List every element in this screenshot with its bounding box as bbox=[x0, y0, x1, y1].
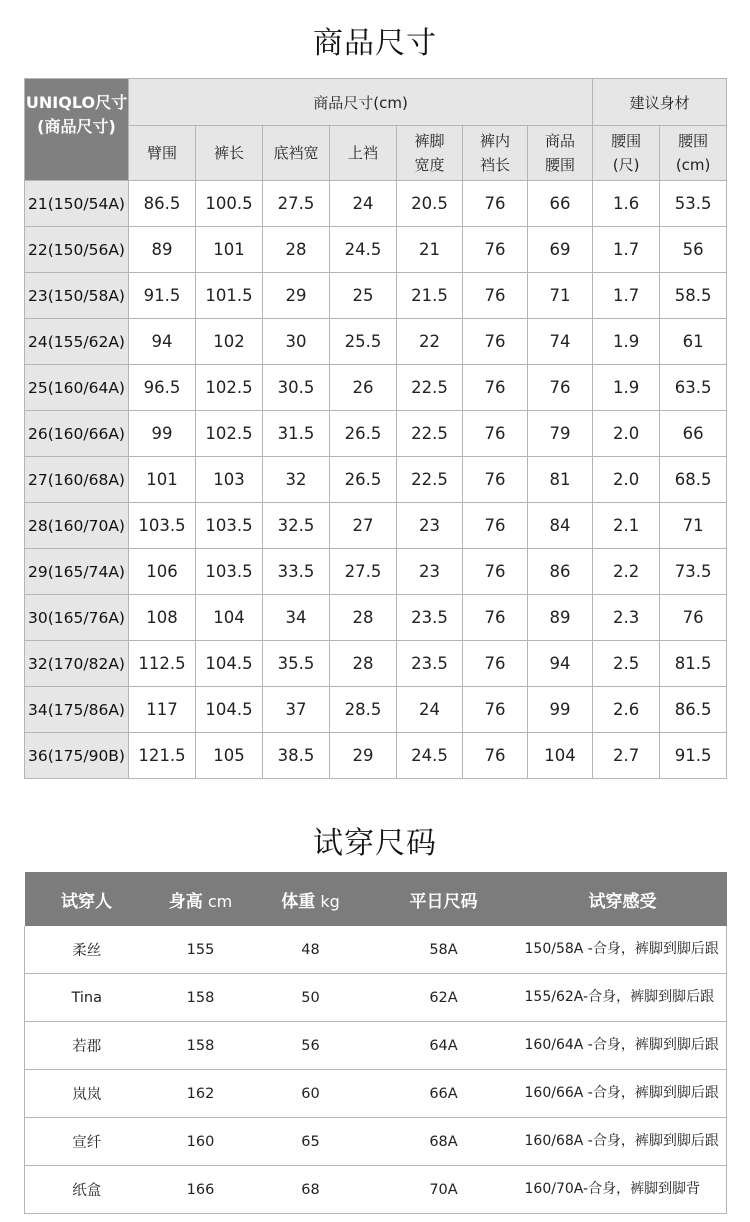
trial-column-header bbox=[519, 872, 727, 926]
size-value-cell: 76 bbox=[463, 181, 528, 227]
size-value-cell: 89 bbox=[129, 227, 196, 273]
size-label-cell: 24(155/62A) bbox=[25, 319, 129, 365]
trial-header-label: 试穿人 bbox=[61, 891, 112, 912]
trial-header-unit: cm bbox=[202, 891, 233, 911]
size-value-cell: 29 bbox=[263, 273, 330, 319]
size-value-cell: 26.5 bbox=[330, 411, 397, 457]
size-value-cell: 23.5 bbox=[397, 595, 463, 641]
size-value-cell: 102.5 bbox=[196, 365, 263, 411]
trial-header-label: 平日尺码 bbox=[409, 891, 478, 912]
trial-table-row bbox=[25, 926, 727, 974]
size-value-cell: 22.5 bbox=[397, 457, 463, 503]
trial-header-unit: kg bbox=[315, 891, 340, 911]
size-value-cell: 21.5 bbox=[397, 273, 463, 319]
size-value-cell: 112.5 bbox=[129, 641, 196, 687]
size-value-cell: 99 bbox=[528, 687, 593, 733]
size-value-cell: 76 bbox=[463, 227, 528, 273]
size-value-cell: 2.7 bbox=[593, 733, 660, 779]
column-header-line1: 裤脚 bbox=[414, 132, 445, 150]
trial-cell: 68A bbox=[369, 1118, 519, 1166]
trial-cell: 158 bbox=[149, 1022, 253, 1070]
size-value-cell: 81.5 bbox=[660, 641, 727, 687]
size-value-cell: 79 bbox=[528, 411, 593, 457]
size-value-cell: 81 bbox=[528, 457, 593, 503]
size-value-cell: 21 bbox=[397, 227, 463, 273]
trial-feeling-cell: 160/64A -合身，裤脚到脚后跟 bbox=[519, 1022, 727, 1070]
trial-cell: 纸盒 bbox=[25, 1166, 149, 1214]
size-value-cell: 23.5 bbox=[397, 641, 463, 687]
size-value-cell: 25 bbox=[330, 273, 397, 319]
size-value-cell: 32 bbox=[263, 457, 330, 503]
size-value-cell: 33.5 bbox=[263, 549, 330, 595]
size-value-cell: 32.5 bbox=[263, 503, 330, 549]
size-value-cell: 71 bbox=[528, 273, 593, 319]
size-value-cell: 24 bbox=[397, 687, 463, 733]
size-value-cell: 76 bbox=[463, 687, 528, 733]
size-value-cell: 76 bbox=[463, 641, 528, 687]
trial-feeling-cell: 150/58A -合身，裤脚到脚后跟 bbox=[519, 926, 727, 974]
trial-table-row bbox=[25, 1022, 727, 1070]
trial-table-title: 试穿尺码 bbox=[313, 826, 437, 861]
trial-table-row bbox=[25, 1070, 727, 1118]
size-value-cell: 94 bbox=[528, 641, 593, 687]
size-value-cell: 22 bbox=[397, 319, 463, 365]
trial-cell: 160 bbox=[149, 1118, 253, 1166]
size-value-cell: 38.5 bbox=[263, 733, 330, 779]
size-value-cell: 24.5 bbox=[397, 733, 463, 779]
size-value-cell: 76 bbox=[463, 595, 528, 641]
suggested-body-group-header: 建议身材 bbox=[593, 79, 727, 126]
trial-table bbox=[24, 872, 727, 1214]
size-value-cell: 68.5 bbox=[660, 457, 727, 503]
size-value-cell: 103.5 bbox=[196, 549, 263, 595]
size-value-cell: 94 bbox=[129, 319, 196, 365]
trial-column-header bbox=[369, 872, 519, 926]
trial-cell: 若郡 bbox=[25, 1022, 149, 1070]
trial-column-header bbox=[149, 872, 253, 926]
size-value-cell: 1.7 bbox=[593, 273, 660, 319]
size-value-cell: 101 bbox=[196, 227, 263, 273]
size-value-cell: 2.5 bbox=[593, 641, 660, 687]
column-header-line2: 裆长 bbox=[479, 156, 510, 174]
size-table-row bbox=[25, 319, 727, 365]
size-table-row bbox=[25, 549, 727, 595]
size-value-cell: 76 bbox=[463, 549, 528, 595]
size-label-cell: 30(165/76A) bbox=[25, 595, 129, 641]
size-value-cell: 31.5 bbox=[263, 411, 330, 457]
trial-column-header bbox=[253, 872, 369, 926]
size-value-cell: 71 bbox=[660, 503, 727, 549]
trial-cell: 155 bbox=[149, 926, 253, 974]
size-table-row bbox=[25, 365, 727, 411]
size-table-header-row bbox=[25, 79, 727, 126]
size-column-header bbox=[330, 126, 397, 181]
size-value-cell: 53.5 bbox=[660, 181, 727, 227]
trial-cell: 柔丝 bbox=[25, 926, 149, 974]
size-value-cell: 86.5 bbox=[660, 687, 727, 733]
size-label-cell: 29(165/74A) bbox=[25, 549, 129, 595]
size-table-row bbox=[25, 181, 727, 227]
size-column-header bbox=[593, 126, 660, 181]
size-value-cell: 91.5 bbox=[660, 733, 727, 779]
size-column-header bbox=[263, 126, 330, 181]
corner-label-line2: (商品尺寸) bbox=[37, 116, 116, 136]
size-value-cell: 23 bbox=[397, 503, 463, 549]
size-value-cell: 37 bbox=[263, 687, 330, 733]
size-column-header bbox=[660, 126, 727, 181]
size-table-row bbox=[25, 227, 727, 273]
size-value-cell: 2.1 bbox=[593, 503, 660, 549]
size-value-cell: 30 bbox=[263, 319, 330, 365]
trial-cell: 宣纤 bbox=[25, 1118, 149, 1166]
trial-cell: 158 bbox=[149, 974, 253, 1022]
size-value-cell: 76 bbox=[463, 319, 528, 365]
trial-cell: 66A bbox=[369, 1070, 519, 1118]
size-value-cell: 105 bbox=[196, 733, 263, 779]
trial-table-header-row bbox=[25, 872, 727, 926]
size-value-cell: 104 bbox=[196, 595, 263, 641]
size-value-cell: 76 bbox=[463, 365, 528, 411]
trial-cell: 62A bbox=[369, 974, 519, 1022]
size-value-cell: 76 bbox=[528, 365, 593, 411]
size-value-cell: 66 bbox=[528, 181, 593, 227]
size-table-body bbox=[25, 181, 727, 779]
size-value-cell: 25.5 bbox=[330, 319, 397, 365]
column-header-line1: 臂围 bbox=[146, 144, 177, 162]
size-value-cell: 103 bbox=[196, 457, 263, 503]
trial-cell: 68 bbox=[253, 1166, 369, 1214]
size-value-cell: 2.0 bbox=[593, 411, 660, 457]
size-value-cell: 28 bbox=[330, 595, 397, 641]
size-value-cell: 104 bbox=[528, 733, 593, 779]
size-column-header bbox=[129, 126, 196, 181]
size-value-cell: 101.5 bbox=[196, 273, 263, 319]
trial-table-row bbox=[25, 974, 727, 1022]
size-column-header bbox=[463, 126, 528, 181]
size-label-cell: 34(175/86A) bbox=[25, 687, 129, 733]
size-value-cell: 76 bbox=[463, 273, 528, 319]
size-value-cell: 29 bbox=[330, 733, 397, 779]
size-table bbox=[24, 78, 727, 779]
size-value-cell: 76 bbox=[463, 457, 528, 503]
size-value-cell: 2.6 bbox=[593, 687, 660, 733]
size-value-cell: 28 bbox=[263, 227, 330, 273]
size-value-cell: 26.5 bbox=[330, 457, 397, 503]
size-table-row bbox=[25, 687, 727, 733]
column-header-line2: (尺) bbox=[612, 156, 640, 174]
trial-cell: 56 bbox=[253, 1022, 369, 1070]
trial-feeling-cell: 160/66A -合身，裤脚到脚后跟 bbox=[519, 1070, 727, 1118]
size-value-cell: 99 bbox=[129, 411, 196, 457]
trial-cell: 70A bbox=[369, 1166, 519, 1214]
size-value-cell: 34 bbox=[263, 595, 330, 641]
size-table-row bbox=[25, 457, 727, 503]
column-header-line1: 腰围 bbox=[678, 132, 709, 150]
size-value-cell: 2.3 bbox=[593, 595, 660, 641]
size-table-row bbox=[25, 733, 727, 779]
size-table-subheader-row bbox=[25, 126, 727, 181]
size-value-cell: 102 bbox=[196, 319, 263, 365]
column-header-line1: 上裆 bbox=[347, 144, 378, 162]
size-value-cell: 56 bbox=[660, 227, 727, 273]
size-value-cell: 76 bbox=[463, 503, 528, 549]
size-table-row bbox=[25, 595, 727, 641]
size-value-cell: 96.5 bbox=[129, 365, 196, 411]
size-value-cell: 22.5 bbox=[397, 411, 463, 457]
size-column-header bbox=[397, 126, 463, 181]
size-value-cell: 27.5 bbox=[330, 549, 397, 595]
trial-feeling-cell: 155/62A-合身，裤脚到脚后跟 bbox=[519, 974, 727, 1022]
size-value-cell: 100.5 bbox=[196, 181, 263, 227]
size-value-cell: 20.5 bbox=[397, 181, 463, 227]
trial-cell: 162 bbox=[149, 1070, 253, 1118]
trial-cell: 64A bbox=[369, 1022, 519, 1070]
size-value-cell: 24.5 bbox=[330, 227, 397, 273]
size-value-cell: 76 bbox=[463, 733, 528, 779]
column-header-line1: 商品 bbox=[545, 132, 576, 150]
size-value-cell: 66 bbox=[660, 411, 727, 457]
size-value-cell: 69 bbox=[528, 227, 593, 273]
size-value-cell: 86.5 bbox=[129, 181, 196, 227]
trial-cell: 65 bbox=[253, 1118, 369, 1166]
corner-label-line1: UNIQLO尺寸 bbox=[25, 92, 128, 112]
size-value-cell: 103.5 bbox=[129, 503, 196, 549]
size-label-cell: 28(160/70A) bbox=[25, 503, 129, 549]
trial-feeling-cell: 160/68A -合身，裤脚到脚后跟 bbox=[519, 1118, 727, 1166]
size-value-cell: 1.9 bbox=[593, 365, 660, 411]
size-value-cell: 121.5 bbox=[129, 733, 196, 779]
size-value-cell: 63.5 bbox=[660, 365, 727, 411]
size-value-cell: 84 bbox=[528, 503, 593, 549]
size-table-row bbox=[25, 273, 727, 319]
size-value-cell: 24 bbox=[330, 181, 397, 227]
column-header-line2: 宽度 bbox=[414, 156, 445, 174]
size-value-cell: 103.5 bbox=[196, 503, 263, 549]
product-size-group-header: 商品尺寸(cm) bbox=[129, 79, 593, 126]
size-table-row bbox=[25, 503, 727, 549]
size-value-cell: 2.2 bbox=[593, 549, 660, 595]
size-label-cell: 27(160/68A) bbox=[25, 457, 129, 503]
size-table-row bbox=[25, 641, 727, 687]
size-value-cell: 74 bbox=[528, 319, 593, 365]
size-value-cell: 35.5 bbox=[263, 641, 330, 687]
column-header-line1: 底裆宽 bbox=[273, 144, 319, 162]
trial-cell: 60 bbox=[253, 1070, 369, 1118]
size-value-cell: 28.5 bbox=[330, 687, 397, 733]
trial-feeling-cell: 160/70A-合身，裤脚到脚背 bbox=[519, 1166, 727, 1214]
size-value-cell: 91.5 bbox=[129, 273, 196, 319]
column-header-line1: 裤长 bbox=[213, 144, 244, 162]
size-label-cell: 32(170/82A) bbox=[25, 641, 129, 687]
size-value-cell: 76 bbox=[660, 595, 727, 641]
size-label-cell: 36(175/90B) bbox=[25, 733, 129, 779]
size-value-cell: 28 bbox=[330, 641, 397, 687]
size-value-cell: 58.5 bbox=[660, 273, 727, 319]
size-value-cell: 30.5 bbox=[263, 365, 330, 411]
size-table-title: 商品尺寸 bbox=[313, 26, 437, 61]
trial-cell: 48 bbox=[253, 926, 369, 974]
size-value-cell: 27.5 bbox=[263, 181, 330, 227]
size-value-cell: 73.5 bbox=[660, 549, 727, 595]
size-value-cell: 104.5 bbox=[196, 641, 263, 687]
size-value-cell: 27 bbox=[330, 503, 397, 549]
trial-header-label: 试穿感受 bbox=[588, 891, 657, 912]
trial-cell: Tina bbox=[25, 974, 149, 1022]
size-label-cell: 23(150/58A) bbox=[25, 273, 129, 319]
trial-table-row bbox=[25, 1166, 727, 1214]
column-header-line1: 裤内 bbox=[479, 132, 510, 150]
size-label-cell: 25(160/64A) bbox=[25, 365, 129, 411]
size-value-cell: 89 bbox=[528, 595, 593, 641]
size-table-row bbox=[25, 411, 727, 457]
size-value-cell: 1.9 bbox=[593, 319, 660, 365]
trial-header-label: 体重 bbox=[281, 891, 316, 912]
size-value-cell: 2.0 bbox=[593, 457, 660, 503]
size-value-cell: 1.7 bbox=[593, 227, 660, 273]
trial-table-body bbox=[25, 926, 727, 1214]
size-column-header bbox=[196, 126, 263, 181]
trial-cell: 58A bbox=[369, 926, 519, 974]
size-value-cell: 108 bbox=[129, 595, 196, 641]
size-value-cell: 102.5 bbox=[196, 411, 263, 457]
column-header-line1: 腰围 bbox=[611, 132, 642, 150]
column-header-line2: (cm) bbox=[675, 156, 711, 174]
size-value-cell: 26 bbox=[330, 365, 397, 411]
size-value-cell: 23 bbox=[397, 549, 463, 595]
column-header-line2: 腰围 bbox=[545, 156, 576, 174]
size-value-cell: 104.5 bbox=[196, 687, 263, 733]
trial-cell: 岚岚 bbox=[25, 1070, 149, 1118]
size-label-cell: 22(150/56A) bbox=[25, 227, 129, 273]
size-value-cell: 76 bbox=[463, 411, 528, 457]
size-column-header bbox=[528, 126, 593, 181]
size-value-cell: 101 bbox=[129, 457, 196, 503]
size-value-cell: 1.6 bbox=[593, 181, 660, 227]
trial-table-row bbox=[25, 1118, 727, 1166]
size-value-cell: 106 bbox=[129, 549, 196, 595]
size-column-header bbox=[25, 79, 129, 181]
trial-cell: 166 bbox=[149, 1166, 253, 1214]
trial-header-label: 身高 bbox=[168, 891, 203, 912]
trial-cell: 50 bbox=[253, 974, 369, 1022]
size-value-cell: 22.5 bbox=[397, 365, 463, 411]
size-value-cell: 61 bbox=[660, 319, 727, 365]
trial-column-header bbox=[25, 872, 149, 926]
size-value-cell: 86 bbox=[528, 549, 593, 595]
size-label-cell: 26(160/66A) bbox=[25, 411, 129, 457]
size-value-cell: 117 bbox=[129, 687, 196, 733]
size-label-cell: 21(150/54A) bbox=[25, 181, 129, 227]
